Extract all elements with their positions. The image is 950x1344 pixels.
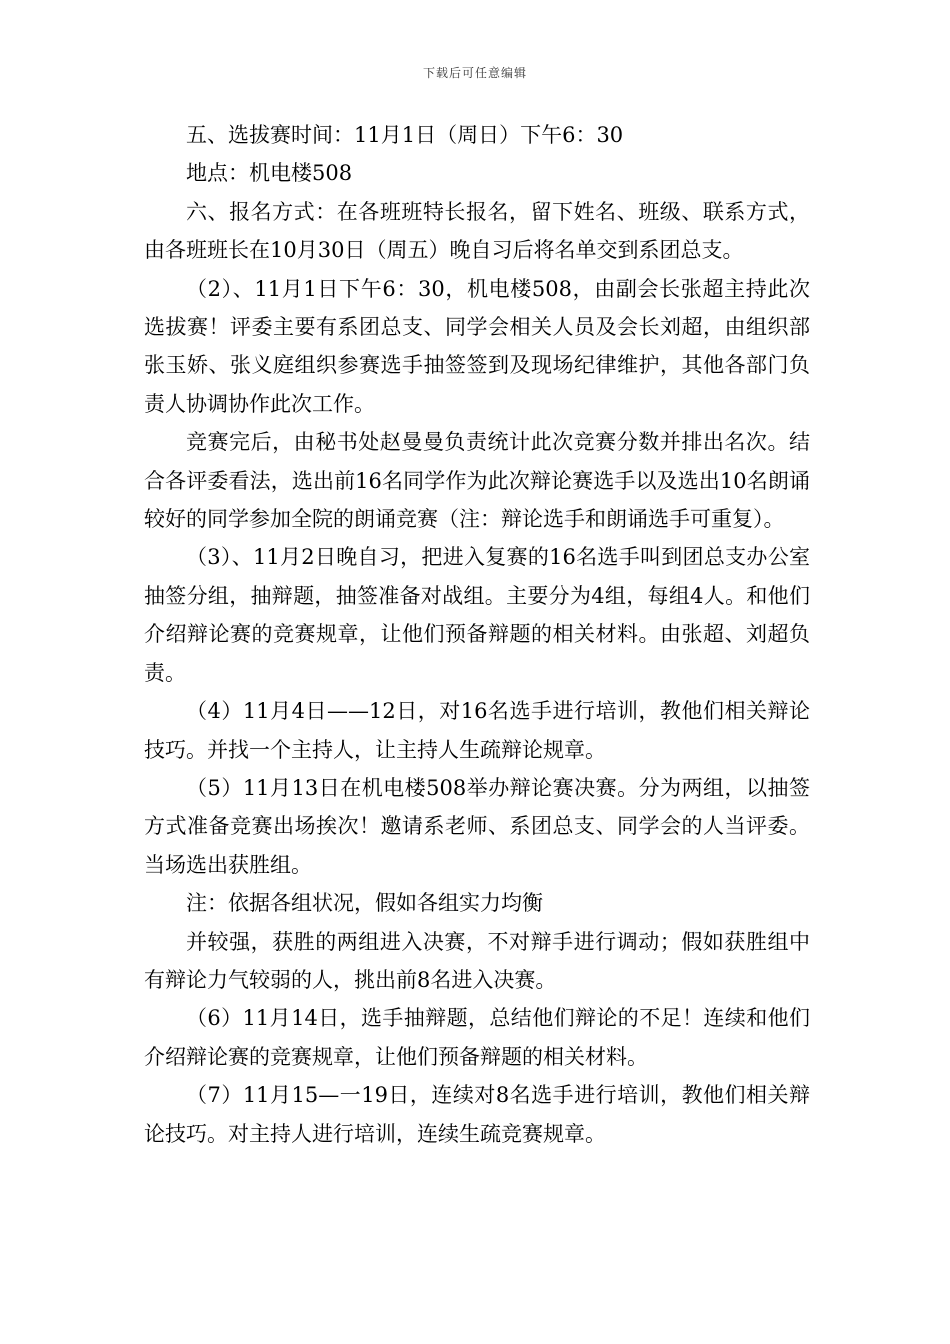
page-header: 下载后可任意编辑 — [422, 66, 527, 80]
paragraph-scoring: 竞赛完后，由秘书处赵曼曼负责统计此次竞赛分数并排出名次。结合各评委看法，选出前16名同学作为此次辩论赛选手以及选出10名朗诵较好的同学参加全院的朗诵竞赛（注：辩论选手和朗诵选手可重复）。 — [144, 430, 810, 532]
paragraph-step-3: （3）、11月2日晚自习，把进入复赛的16名选手叫到团总支办公室抽签分组，抽辩题，抽签准备对战组。主要分为4组，每组4人。和他们介绍辩论赛的竞赛规章，让他们预备辩题的相关材料。由张超、刘超负责。 — [144, 545, 810, 685]
paragraph-step-4: （4）11月4日——12日，对16名选手进行培训，教他们相关辩论技巧。并找一个主持人，让主持人生疏辩论规章。 — [144, 699, 810, 762]
paragraph-location: 地点：机电楼508 — [186, 161, 353, 186]
paragraph-selection-time: 五、选拔赛时间：11月1日（周日）下午6：30 — [186, 123, 624, 147]
paragraph-step-5: （5）11月13日在机电楼508举办辩论赛决赛。分为两组，以抽签方式准备竞赛出场挨次！邀请系老师、系团总支、同学会的人当评委。当场选出获胜组。 — [144, 775, 810, 877]
paragraph-note-continued: 并较强，获胜的两组进入决赛，不对辩手进行调动；假如获胜组中有辩论力气较弱的人，挑出前8名进入决赛。 — [144, 929, 810, 992]
paragraph-step-6: （6）11月14日，选手抽辩题，总结他们辩论的不足！连续和他们介绍辩论赛的竞赛规章，让他们预备辩题的相关材料。 — [144, 1006, 810, 1069]
paragraph-step-7: （7）11月15—一19日，连续对8名选手进行培训，教他们相关辩论技巧。对主持人进行培训，连续生疏竞赛规章。 — [144, 1083, 810, 1146]
paragraph-step-2: （2）、11月1日下午6：30，机电楼508，由副会长张超主持此次选拔赛！评委主要有系团总支、同学会相关人员及会长刘超，由组织部张玉娇、张义庭组织参赛选手抽签签到及现场纪律维护，其他各部门负责人协调协作此次工作。 — [144, 276, 810, 416]
paragraph-registration: 六、报名方式：在各班班特长报名，留下姓名、班级、联系方式，由各班班长在10月30日（周五）晚自习后将名单交到系团总支。 — [144, 199, 810, 263]
paragraph-note: 注：依据各组状况，假如各组实力均衡 — [186, 891, 543, 916]
document-body — [144, 116, 810, 1153]
